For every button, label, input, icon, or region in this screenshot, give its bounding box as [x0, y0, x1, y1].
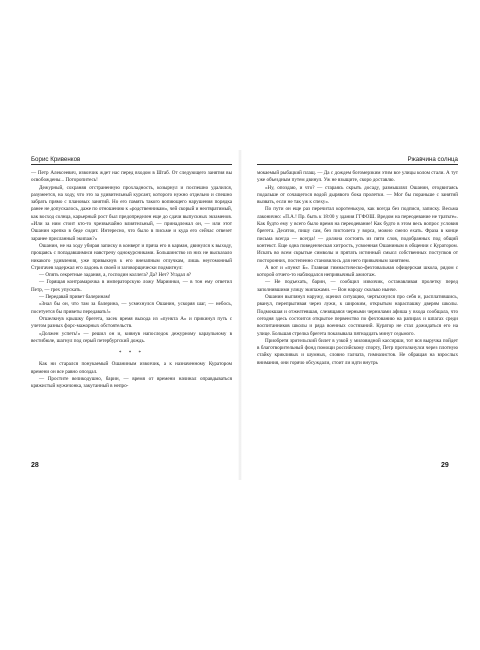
- right-paragraph: — Не подъехать, барин, — сообщил извозчик, останавливая пролетку перед заполнившими улицу экипажами. — Вон народу сколько нынче.: [257, 279, 458, 293]
- left-paragraph: — Опять секретные задания, а, господин коллега? Да? Нет? Угадал я?: [39, 272, 192, 279]
- right-header-rule: [257, 164, 458, 165]
- left-paragraph: — Петр Алексеевич, извозчик ждет нас перед входом в Штаб. От следующего занятия вы освобождены... Поторопитесь!: [31, 170, 232, 184]
- right-page: [257, 155, 458, 485]
- left-paragraph: — Простите великодушно, барин, — время от времени начинал оправдываться кряжистый мужичонка, закутанный в непро-: [31, 376, 232, 390]
- left-paragraph: Дежурный, сохраняя отстраненную прохладность, козырнул и поспешно удалился, разумеется, на ходу, что это за удивительный курсант, которого нужно отдельно и спешно забрать прямо с плановых занятий. Но его память такого вопиющего нарушения порядка ранее не допускалось, даже по отношению к «родственникам», чей скорый и неотвратимый, как восход солнца, карьерный рост был предопределен еще до сдачи выпускных экзаменов. «Или за ним стоит кто-то чрезвычайно влиятельный, — принадлежал он, — или этот Ошанин крепко в беде сидит. Интересно, что было в письме и куда его сейчас отвезет заранее присланный экипаж?»: [31, 184, 232, 242]
- left-paragraph: «Должен успеть!» — решил он и, кивнув напоследок дежурному караульному в вестибюле, шагнул под серый петербургский дождь.: [31, 330, 232, 344]
- left-running-header: [31, 155, 232, 167]
- left-header-author: Борис Кривенков: [31, 156, 81, 163]
- left-paragraph: — Передавай привет балеринам!: [39, 294, 111, 301]
- left-paragraph: Как ни старался понукаемый Ошаниным извозчик, а к назначенному Куратором времени он все равно опоздал.: [31, 361, 232, 375]
- book-gutter: [238, 150, 242, 480]
- left-paragraph: «Знал бы он, что там за балерина, — усмехнулся Ошанин, ускоряя шаг, — небось, посетуется бы приветы передавать!»: [31, 301, 232, 315]
- right-header-title: Ржавчина солнца: [407, 156, 458, 163]
- right-page-number: 29: [441, 462, 449, 469]
- left-paragraph: Отшелкнув крышку брегета, засек время выхода из «пункта А» и прикинул путь с учетом разных форс-мажорных обстоятельств.: [31, 315, 232, 330]
- right-running-header: [257, 155, 458, 167]
- left-paragraph: Ошанин, не на ходу убирая записку в конверт и пряча его в карман, двинулся к выходу, прощаясь с попадавшимися навстречу однокурсниками. Большинство из них не высказало никакого удивления, уже привыкнув к его внезапным отлучкам, лишь неугомонный Стригачев задержал его ладонь в своей и заговорщически подмигнул:: [31, 242, 232, 271]
- right-paragraph: Ошанин выглянул наружу, оценил ситуацию, чертыхнулся про себя и, расплатившись, рванул, перепрыгивая через лужи, к широким, открытым нараспашку дверям школы. Подмокшая и отжелтевшая, слезящаяся черными чернилами афиша у входа сообщала, что сегодня здесь состоится открытое первенство по фехтованию на рапирах и шпагах среди воспитанников школы и ряда военных состязаний. Куратор не стал дожидаться его на улице. Большая стрелка брегета показывала пятнадцать минут седьмого.: [257, 294, 458, 337]
- left-page-number: 28: [31, 462, 39, 469]
- right-paragraph: Приобретя зрительский билет в узкой у миловидной кассирши, тот вся выручка пойдет в благотворительный фонд помощи российскому спорту, Петр протолкнулся через плотную стайку крикливых и шумных, словно галчата, гимназистов. Не обращая на взрослых внимания, они горячо обсуждали, стоит ли идти внутрь: [257, 337, 458, 366]
- left-paragraph: — Горящая контрамарочка в императорскую ложу Мариинки, — в тон ему ответил Петр, — грех упускать.: [31, 279, 232, 293]
- left-header-rule: [31, 164, 232, 165]
- right-paragraph: По пути он еще раз перечитал коротенькую, как всегда без подписи, записку. Весьма лаконично: «П.А.! Пр. быть к 18:00 у здания ГГФОШ. Вредом на переодевание не тратьте». Как будто ему у всего было время на переодевание! Как будто в этом весь вопрос условия брегета. Десяток, пишу сам, без пистолета у ворса, можно смело ехать. Фраза в конце письма всегда — всегда! — должна состоять из пяти слов, подобранных под общий контекст. Еще одна поведенческая хитрость, усвоенная Ошаниным в общении с Куратором. Искать во всем скрытые символы и прятать истинный смысл собственных поступков от посторонних, постепенно становилось для него привычным занятием.: [257, 206, 458, 264]
- left-page: [31, 155, 232, 485]
- right-paragraph: мокаемый рыбацкий плащ. — Да с дождем богомерзким этим все улицы колом стали. А тут уже объездным путем двинул. Уж не взыщите, скоро доставлю.: [257, 170, 458, 184]
- section-separator: * * *: [118, 350, 145, 357]
- right-page-text: [257, 170, 458, 367]
- right-paragraph: А вот и «пункт Б». Главная гимнастическо-фехтовальная офицерская школа, рядом с которой отчего-то наблюдался непривычный ажиотаж.: [257, 264, 458, 279]
- right-paragraph: «Ну, опоздаю, и что? — стараясь скрыть досаду, размышлял Ошанин, отодвигаясь подальше от сочащегося водой дырявого бока пролетки. — Мог бы пораньше с занятий вызвать, если не так уж к спеху».: [257, 184, 458, 206]
- left-page-text: [31, 170, 232, 391]
